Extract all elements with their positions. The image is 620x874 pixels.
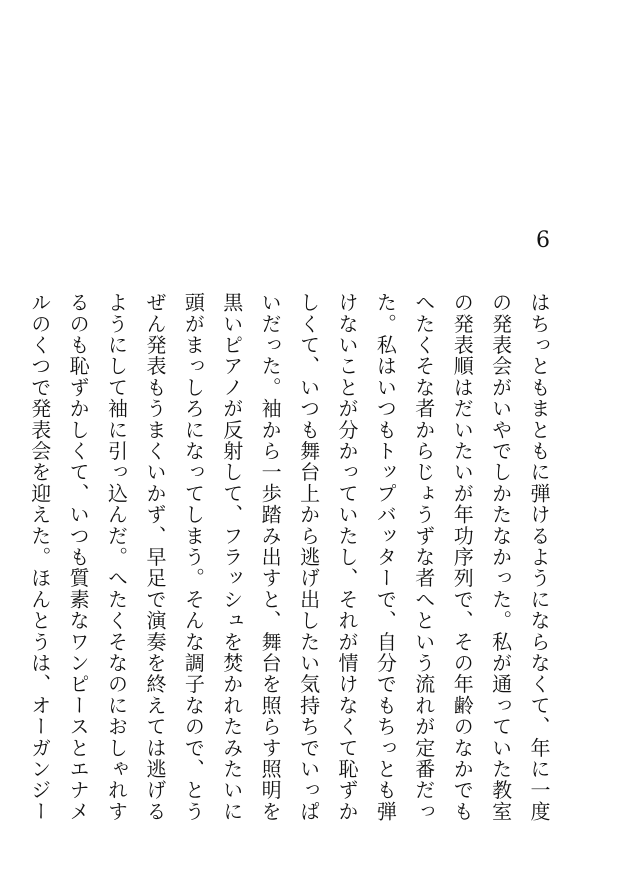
text-line: はちっともまともに弾けるようにならなくて、年に一度: [527, 292, 551, 822]
text-line: 黒いピアノが反射して、フラッシュを焚かれたみたいに: [219, 292, 244, 822]
text-line: けないことが分かっていたし、それが情けなくて恥ずか: [334, 292, 359, 822]
text-line: ぜん発表もうまくいかず、早足で演奏を終えては逃げる: [142, 292, 167, 822]
text-line: ルのくつで発表会を迎えた。ほんとうは、オーガンジー: [27, 292, 52, 822]
text-line: た。私はいつもトップバッターで、自分でもちっとも弾: [373, 292, 398, 822]
text-line: の発表順はだいたいが年功序列で、その年齢のなかでも: [450, 292, 475, 822]
text-line: ようにして袖に引っ込んだ。へたくそなのにおしゃれす: [104, 292, 129, 822]
text-line: 頭がまっしろになってしまう。そんな調子なので、とう: [181, 292, 206, 822]
text-line: へたくそな者からじょうずな者へという流れが定番だっ: [411, 292, 436, 822]
text-line: いだった。袖から一歩踏み出すと、舞台を照らす照明を: [258, 292, 283, 822]
body-text: [20, 292, 558, 822]
text-line: るのも恥ずかしくて、いつも質素なワンピースとエナメ: [66, 292, 91, 822]
chapter-number: 6: [536, 228, 550, 253]
text-line: しくて、いつも舞台上から逃げ出したい気持ちでいっぱ: [296, 292, 321, 822]
text-line: の発表会がいやでしかたなかった。私が通っていた教室: [488, 292, 513, 822]
